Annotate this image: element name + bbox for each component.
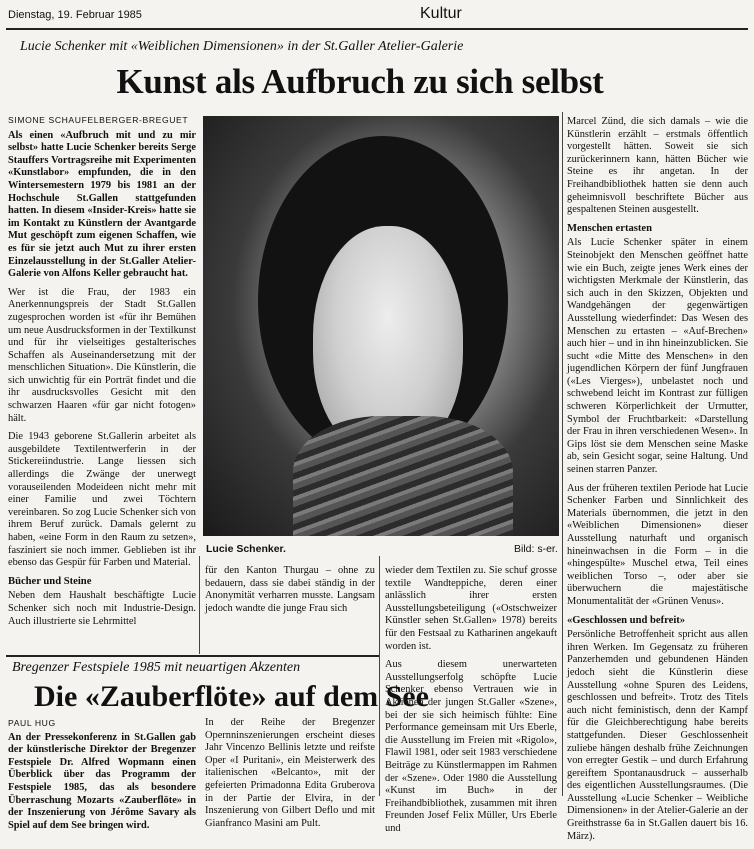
article2-col2: [205, 717, 375, 836]
article1-paragraph: Marcel Zünd, die sich damals – wie die Künstlerin erzählt – erstmals öffentlich vorgestellt hätten. Soweit sie sich zurückerinnern kann, hätten Bücher wie Steine es ihr angetan. In der Freihandbibliothek hatten sie denn auch geheimnisvoll beschriftete Bücher aus gespaltenen Steinen ausgestellt.: [567, 116, 748, 216]
article1-paragraph: Wer ist die Frau, der 1983 ein Anerkennungspreis der Stadt St.Gallen zugesprochen worden ist «für ihr Bemühen um neue Ausdrucksformen in der Textilkunst und für ihr vielseitiges gestalterisches Schaffen als Auseinandersetzung mit der menschlichen Situation». Die Künstlerin, die sich unwichtig für ein Porträt findet und die ihr ausdrucksvolles Gesicht mit den schwarzen Haaren «für gar nicht fotogen» hält.: [8, 286, 196, 424]
article2-rule: [6, 655, 379, 657]
article1-kicker: Lucie Schenker mit «Weiblichen Dimensionen» in der St.Galler Atelier-Galerie: [20, 39, 464, 54]
article1-paragraph: Die 1943 geborene St.Gallerin arbeitet als ausgebildete Textilentwerferin in der Stickereiindustrie. Lange liessen sich allerdings die Zwänge der unerwegt vorauseilenden Modeideen nicht mehr mit einer Familie und zwei Töchtern vereinbaren. So zog Lucie Schenker sich von ihrem Beruf zurück. Damals gelernt zu haben, «eine Form in den Raum zu setzen», fasziniert sie noch immer. Geblieben ist ihr ebenso das Gespür für Farben und Material.: [8, 431, 196, 569]
portrait-photo: [203, 116, 559, 536]
article1-col2: [205, 565, 375, 621]
article2-author: PAUL HUG: [8, 718, 56, 728]
page-date: Dienstag, 19. Februar 1985: [8, 9, 142, 21]
article2-paragraph: In der Reihe der Bregenzer Opernninszenierungen erscheint dieses Jahr Vincenzo Bellinis letzte und reifste Oper «I Puritani», ein Meisterwerk des italienischen «Belcanto», mit der gefeierten Primadonna Edita Gruberova in der Partie der Elvira, in der Inszenierung von Gilbert Deflo und mit Gianfranco Masini am Pult.: [205, 717, 375, 829]
column-divider: [379, 556, 380, 796]
article1-paragraph: wieder dem Textilen zu. Sie schuf grosse textile Wandteppiche, deren einer anlässlich ihrer ersten Ausstellungsbeteiligung («Ostschweizer Künstler sehen St.Gallen» 1978) bereits für den Festsaal zu Katharinen angekauft worden ist.: [385, 565, 557, 652]
article1-lead: Als einen «Aufbruch mit und zu mir selbst» hatte Lucie Schenker bereits Serge Stauffers Vortragsreihe mit Experimenten «Kunstlabor» empfunden, die in den Wintersemestern 1979 bis 1981 an der Hochschule St.Gallen stattgefunden hatten. In diesem «Insider-Kreis» hatte sie im Kontakt zu Künstlern der Avantgarde Mut geschöpft zum eigenen Schaffen, wie es für sie jetzt auch Mut zu ihrer ersten Einzelausstellung in der St.Galler Atelier-Galerie von Alfons Keller gebraucht hat.: [8, 129, 196, 280]
subheading-buecher: Bücher und Steine: [8, 575, 92, 587]
article1-paragraph: Neben dem Haushalt beschäftigte Lucie Schenker sich noch mit Industrie-Design. Auch illustrierte sie Lehrmittel: [8, 590, 196, 627]
subheading-geschlossen: «Geschlossen und befreit»: [567, 614, 686, 626]
article1-paragraph: Aus der früheren textilen Periode hat Lucie Schenker Farben und Sinnlichkeit des Materials übernommen, die jetzt in den «Weiblichen Dimensionen» dieser Ausstellung naturhaft und organisch hineinwachsen in die Form – in die «hingespülte» Muschel etwa, Teil eines weiblichen Torso –, oder aber sie überwuchern die majestätische Monumentalität der «Grünen Venus».: [567, 482, 748, 607]
article1-paragraph: Als Lucie Schenker später in einem Steinobjekt den Menschen geöffnet hatte wie ein Buch, zeigte jenes Werk eines der wichtigsten Merkmale der Künstlerin, das sich auch in den Skizzen, Objekten und Wandgehängen der gegenwärtigen Ausstellung wiederfindet: Das Wesen des Menschen zu ertasten – «Auf-Brechen» auch hier – und in ihn hineinzublicken. Sie sucht «die Mitte des Menschen» in den jugendlichen Körpern der fünf Jungfrauen («Les Vierges»), unbelastet noch und schwebend leicht im Kontrast zur fülligen schweren Körperlichkeit der Urmutter, Symbol der Fruchtbarkeit: «Darstellung der Frau in ihren verschiedenen Wesen». In Gips löst sie dem Menschen seine Maske ab, sein Gesicht sogar, seine Haltung. Und seinen starren Panzer.: [567, 237, 748, 476]
article1-paragraph: Aus diesem unerwarteten Ausstellungserfolg schöpfte Lucie Schenker ebenso Vertrauen wie in Aktionen der jungen St.Galler «Szene», bei der sie sich heimisch fühlte: Eine Performance gemeinsam mit Urs Eberle, die Ausstellung im Freien mit «Rigolo», Flawil 1981, oder seit 1983 verschiedene Beiträge zu Künstlermappen im Rahmen der «Szene». Oder 1980 die Ausstellung «Kunst im Buch» in der Freihandbibliothek, zusammen mit ihren Freunden Josef Felix Müller, Urs Eberle und: [385, 659, 557, 834]
article1-author: SIMONE SCHAUFELBERGER-BREGUET: [8, 115, 189, 125]
article1-paragraph: für den Kanton Thurgau – ohne zu bedauern, dass sie dabei ständig in der Anonymität verharren musste. Langsam jedoch wandte die junge Frau sich: [205, 565, 375, 614]
column-divider: [562, 112, 563, 796]
article2-kicker: Bregenzer Festspiele 1985 mit neuartigen Akzenten: [12, 660, 301, 675]
section-title: Kultur: [420, 5, 462, 22]
column-divider: [199, 556, 200, 654]
article1-headline: Kunst als Aufbruch zu sich selbst: [116, 62, 604, 101]
photo-credit: Bild: s-er.: [514, 543, 558, 555]
subheading-menschen: Menschen ertasten: [567, 222, 653, 234]
photo-scarf: [293, 416, 513, 536]
article2-left: [8, 717, 196, 838]
article1-paragraph: Persönliche Betroffenheit spricht aus allen ihren Werken. Im Gegensatz zu früheren Panzerhemden und gebundenen Händen jedoch sieht die Künstlerin diese Ausstellung «ohne Spuren des Leidens, geschlossen und befreit». Trotz des Titels auch nicht feministisch, denn der Kampf für die Gleichberechtigung habe bereits stattgefunden. Dieser Geschlossenheit zuliebe hängen deshalb frühe Zeichnungen von erregter Gestik – und durch Erfahrung gereiftem Spontanausdruck – ausserhalb des eigentlichen Ausstellungsraumes. (Die Ausstellung «Lucie Schenker – Weibliche Dimensionen» in der Atelier-Galerie an der Greithstrasse 6a in St.Gallen dauert bis 16. März).: [567, 629, 748, 842]
article1-left-column: [8, 114, 196, 634]
article1-right-column: [567, 116, 748, 849]
photo-caption: Lucie Schenker.: [206, 543, 286, 555]
article2-headline: Die «Zauberflöte» auf dem See: [34, 680, 429, 713]
header-rule: [6, 28, 748, 30]
article2-lead: An der Pressekonferenz in St.Gallen gab der künstlerische Direktor der Bregenzer Festspiele Dr. Alfred Wopmann einen Überblick über das Programm der Festspiele 1985, das als besondere Überraschung Mozarts «Zauberflöte» in der Inszenierung von Jérôme Savary als Spiel auf dem See bringen wird.: [8, 731, 196, 831]
